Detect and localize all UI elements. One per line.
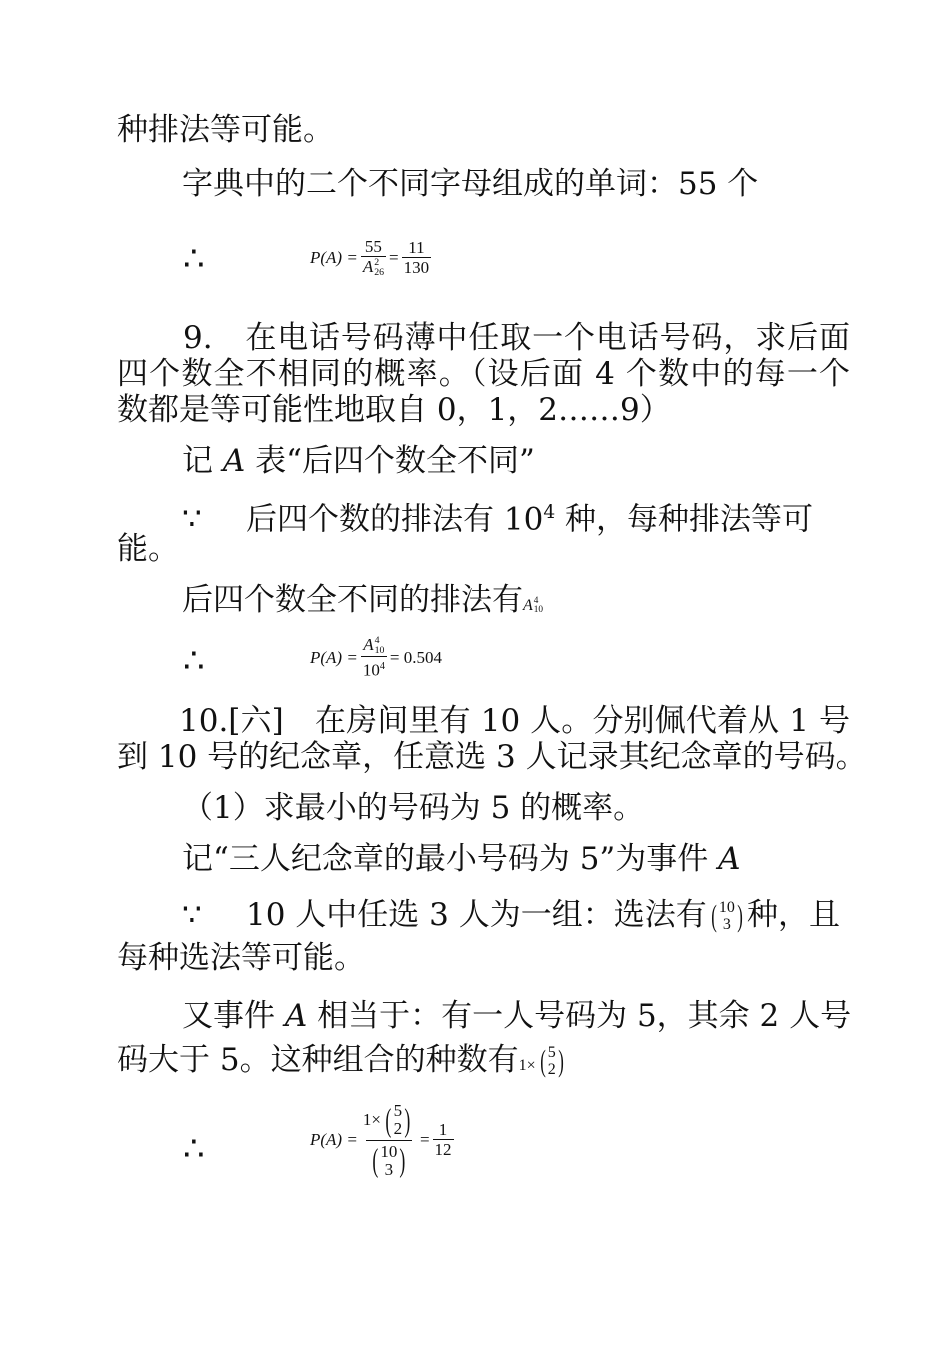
reason-line: 能。 (117, 531, 179, 567)
therefore-symbol: ∴ (183, 1129, 205, 1169)
numerator: A 4 10 (363, 635, 385, 657)
question-10-line: 10.[六] 在房间里有 10 人。分别佩代着从 1 号 (179, 703, 850, 739)
because-symbol: ∵ (182, 501, 202, 538)
question-9-line: 数都是等可能性地取自 0，1，2……9） (117, 392, 671, 428)
denominator: 12 (434, 1140, 452, 1160)
because-symbol: ∵ (182, 897, 202, 933)
binomial: ( 5 2 ) (539, 1043, 564, 1079)
binomial: ( 10 3 ) (711, 898, 743, 934)
formula-lhs: P(A) = (310, 1130, 358, 1150)
numerator: 1× ( 5 2 ) (361, 1102, 417, 1140)
question-9-line: 9. 在电话号码薄中任取一个电话号码，求后面 (183, 320, 850, 356)
denominator: A 2 26 (362, 257, 385, 279)
formula-3 (310, 1102, 457, 1178)
fraction (402, 239, 432, 277)
event-line: 码大于 5。这种组合的种数有1× ( 5 2 ) (117, 1042, 568, 1084)
question-10-line: （1）求最小的号码为 5 的概率。 (182, 790, 645, 826)
reason-line: 每种选法等可能。 (117, 940, 365, 976)
equals-sign: = (419, 1130, 430, 1150)
numerator: 11 (408, 237, 425, 257)
reason-line: ∵ 10 人中任选 3 人为一组：选法有 ( 10 3 ) 种，且 (182, 897, 840, 934)
formula-lhs: P(A) = (310, 247, 358, 267)
binomial: ( 10 3 ) (372, 1141, 406, 1179)
formula-lhs: P(A) = (310, 647, 358, 667)
definition-line: 记“三人纪念章的最小号码为 5”为事件 A (182, 841, 741, 877)
formula-rhs: = 0.504 (389, 647, 442, 667)
formula-1 (310, 238, 434, 278)
denominator: $10^4$ (361, 656, 387, 680)
fraction (361, 238, 386, 278)
binomial: ( 5 2 ) (385, 1101, 411, 1138)
formula-2 (310, 636, 442, 680)
denominator: 130 (403, 257, 430, 277)
fraction (433, 1121, 454, 1159)
text-line: 字典中的二个不同字母组成的单词：55 个 (182, 166, 759, 202)
event-line: 又事件 A 相当于：有一人号码为 5，其余 2 人号 (182, 998, 852, 1034)
fraction (361, 1102, 417, 1178)
denominator (366, 1140, 413, 1179)
question-9-line: 四个数全不相同的概率。（设后面 4 个数中的每一个 (117, 356, 850, 392)
therefore-symbol: ∴ (183, 641, 205, 681)
question-10-line: 到 10 号的纪念章，任意选 3 人记录其纪念章的号码。 (117, 739, 867, 775)
numerator: 55 (364, 237, 382, 256)
equals-sign: = (389, 247, 399, 267)
numerator: 1 (438, 1120, 448, 1140)
reason-line: ∵ 后四个数的排法有 $10^4$ 种，每种排法等可 (182, 501, 814, 538)
text-line: 种排法等可能。 (117, 112, 334, 148)
definition-line: 记 A 表“后四个数全不同” (182, 443, 535, 479)
therefore-symbol: ∴ (183, 239, 205, 279)
distinct-line: 后四个数全不同的排法有A 4 10 (182, 582, 544, 618)
fraction (361, 636, 387, 680)
